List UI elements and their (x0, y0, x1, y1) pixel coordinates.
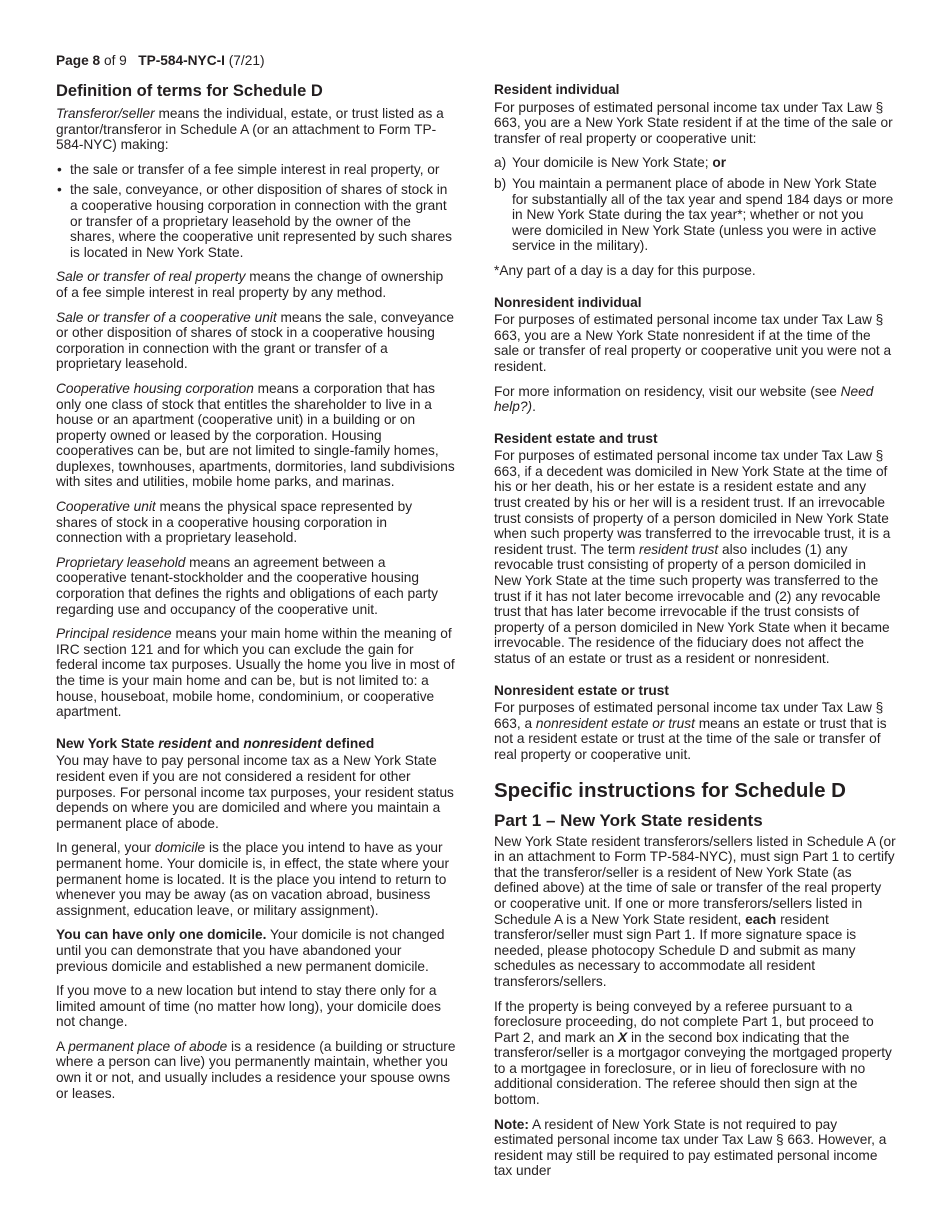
foreclosure-paragraph: If the property is being conveyed by a referee pursuant to a foreclosure proceeding, do not complete Part 1, but proceed to Part 2, and mark an X in the second box indicating that the transferor/seller is a mortgagor conveying the mortgaged property to a mortgagee in foreclosure, or in lieu of foreclosure with no additional consideration. The referee should then sign at the bottom. (494, 998, 892, 1108)
part1-paragraph: New York State resident transferors/sellers listed in Schedule A (or in an attachment to Form TP-584-NYC), must sign Part 1 to certify that the transferor/seller is a resident of New York State (as defined above) at the time of sale or transfer of the real property or cooperative unit. If one or more transferors/sellers listed in Schedule A is a New York State resident, each resident transferor/seller must sign Part 1. If more signature space is needed, please photocopy Schedule D and submit as many schedules as necessary to accommodate all resident transferors/sellers. (494, 833, 896, 989)
sale-real-property-definition: Sale or transfer of real property means the change of ownership of a fee simple interest in real property by any method. (56, 269, 444, 300)
one-domicile-paragraph: You can have only one domicile. Your domicile is not changed until you can demonstrate that you have abandoned your previous domicile and established a new permanent domicile. (56, 927, 445, 974)
coop-corporation-definition: Cooperative housing corporation means a corporation that has only one class of stock that entitles the shareholder to live in a house or an apartment (cooperative unit) in a building or on property owned or leased by the corporation. Housing cooperatives can be, but are not limited to single-family homes, duplexes, townhouses, apartments, dormitories, land subdivisions with sites and utilities, mobile home parks, and marinas. (56, 380, 455, 490)
move-paragraph: If you move to a new location but intend to stay there only for a limited amount of time (no matter how long), your domicile does not change. (56, 983, 441, 1030)
page-header (56, 53, 265, 69)
form-date: (7/21) (228, 53, 265, 68)
resident-conditions-list (494, 155, 896, 254)
resident-individual-text: For purposes of estimated personal income tax under Tax Law § 663, you are a New York State resident if at the time of the sale or transfer of real property or cooperative unit: (494, 99, 893, 146)
form-id: TP-584-NYC-I (138, 53, 225, 68)
transferor-bullet-list (56, 162, 456, 261)
nonresident-estate-heading: Nonresident estate or trust (494, 682, 669, 698)
proprietary-leasehold-definition: Proprietary leasehold means an agreement between a cooperative tenant-stockholder and the cooperative housing corporation that defines the rights and obligations of each party regarding use and occupancy of the cooperative unit. (56, 554, 438, 617)
specific-instructions-heading: Specific instructions for Schedule D (494, 778, 846, 802)
resident-nonresident-heading: New York State resident and nonresident defined (56, 735, 375, 751)
abode-paragraph: A permanent place of abode is a residence (a building or structure where a person can live) you permanently maintain, whether you own it or not, and usually includes a residence your spouse owns or leases. (56, 1038, 456, 1101)
nonresident-estate-text: For purposes of estimated personal income tax under Tax Law § 663, a nonresident estate or trust means an estate or trust that is not a resident estate or trust at the time of the sale or transfer of real property or cooperative unit. (494, 700, 887, 762)
coop-unit-definition: Cooperative unit means the physical space represented by shares of stock in a cooperative housing corporation in connection with a proprietary leasehold. (56, 499, 413, 546)
list-item: b) You maintain a permanent place of abode in New York State for substantially all of the tax year and spend 184 days or more in New York State during the tax year*; whether or not you were domiciled in New York State (unless you were in active service in the military). (494, 175, 894, 254)
term: Transferor/seller (56, 106, 155, 121)
sale-coop-unit-definition: Sale or transfer of a cooperative unit means the sale, conveyance or other disposition of shares of stock in a cooperative housing corporation in connection with the grant or transfer of a proprietary leasehold. (56, 309, 454, 372)
left-column (56, 80, 456, 1110)
page-of-total: of 9 (103, 53, 127, 68)
resident-estate-heading: Resident estate and trust (494, 430, 658, 446)
nonresident-individual-text: For purposes of estimated personal income tax under Tax Law § 663, you are a New York State nonresident if at the time of the sale or transfer of real property or cooperative unit you were not a resident. (494, 312, 892, 374)
resident-individual-heading: Resident individual (494, 82, 620, 97)
nonresident-individual-heading: Nonresident individual (494, 294, 642, 310)
domicile-paragraph: In general, your domicile is the place you intend to have as your permanent home. Your domicile is, in effect, the state where your permanent home is located. It is the place you intend to return to whenever you may be away (as on vacation abroad, business assignment, education leave, or military assignment). (56, 840, 450, 918)
note-paragraph: Note: A resident of New York State is not required to pay estimated personal income tax under Tax Law § 663. However, a resident may still be required to pay estimated personal income tax under (494, 1116, 887, 1179)
page-number: 8 (92, 53, 101, 68)
page-label: Page (56, 53, 89, 68)
resident-estate-text: For purposes of estimated personal income tax under Tax Law § 663, if a decedent was domiciled in New York State at the time of his or her death, his or her estate is a resident estate and any trust created by his or her will is a resident trust. If an irrevocable trust consists of property of a person domiciled in New York State when such property was transferred to the irrevocable trust, it is a resident trust. The term resident trust also includes (1) any revocable trust consisting of property of a person domiciled in New York State at the time such property was transferred to the trust if it has not later become irrevocable and (2) any revocable trust that has later become irrevocable if the trust consists of property of a person domiciled in New York State when it became irrevocable. The residence of the fiduciary does not affect the status of an estate or trust as a resident or nonresident. (494, 448, 891, 666)
part1-heading: Part 1 – New York State residents (494, 810, 763, 830)
list-item: • the sale or transfer of a fee simple interest in real property, or (56, 162, 456, 178)
residency-paragraph: You may have to pay personal income tax as a New York State resident even if you are not considered a resident for other purposes. For personal income tax purposes, your resident status depends on where you are domiciled and where you maintain a permanent place of abode. (56, 753, 454, 831)
definitions-heading: Definition of terms for Schedule D (56, 82, 323, 100)
transferor-definition: Transferor/seller means the individual, estate, or trust listed as a grantor/transferor in Schedule A (or an attachment to Form TP-584-NYC) making: (56, 106, 444, 153)
list-item: a) Your domicile is New York State; or (494, 155, 727, 171)
principal-residence-definition: Principal residence means your main home within the meaning of IRC section 121 and for which you can exclude the gain for federal income tax purposes. Usually the home you live in most of the time is your main home and can be, but is not limited to: a house, houseboat, mobile home, condominium, or cooperative apartment. (56, 626, 455, 720)
footnote: *Any part of a day is a day for this purpose. (494, 262, 756, 278)
more-info-paragraph: For more information on residency, visit our website (see Need help?). (494, 383, 874, 415)
right-column (494, 80, 896, 1188)
list-item: • the sale, conveyance, or other disposition of shares of stock in a cooperative housing corporation in connection with the grant or transfer of a proprietary leasehold by the owner of the shares, where the cooperative unit represented by such shares is located in New York State. (56, 182, 456, 260)
